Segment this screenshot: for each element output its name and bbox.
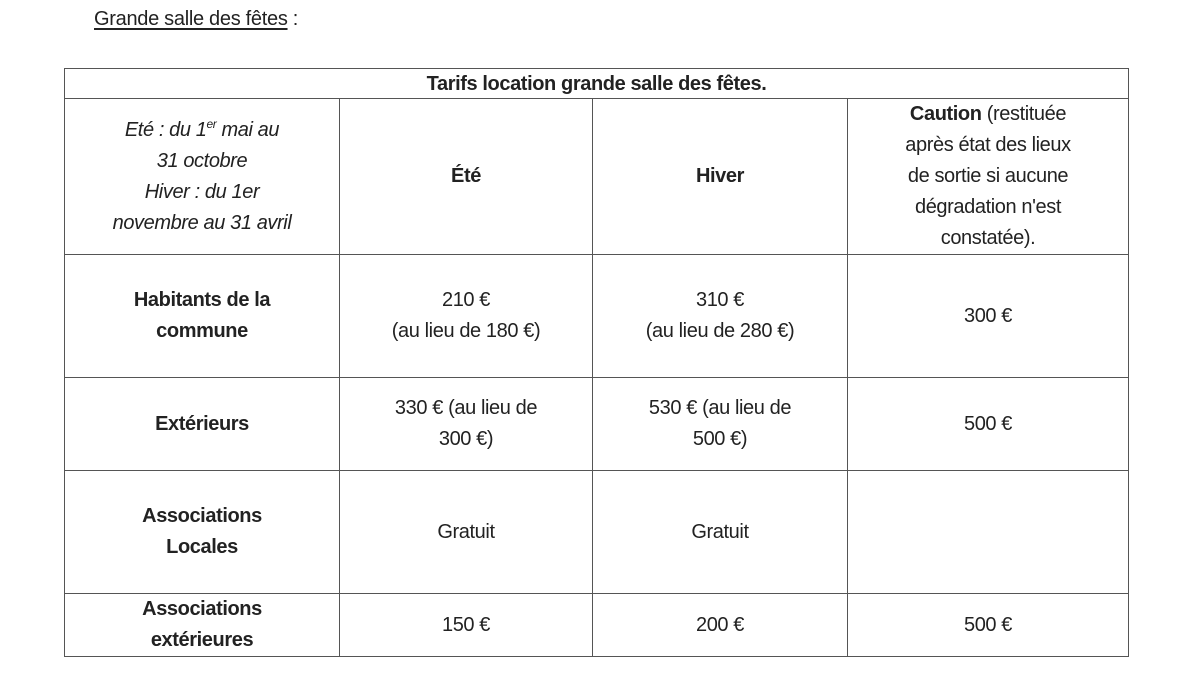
row-label-habitants: Habitants de la commune bbox=[65, 255, 340, 378]
caution-habitants: 300 € bbox=[848, 255, 1129, 378]
season-note-line-1: Eté : du 1er mai au bbox=[124, 116, 280, 141]
table-title-row bbox=[65, 69, 1129, 99]
caution-associations-locales bbox=[848, 471, 1129, 594]
price-hiver-habitants: 310 € (au lieu de 280 €) bbox=[593, 255, 848, 378]
caution-exterieurs: 500 € bbox=[848, 378, 1129, 471]
row-label-associations-exterieures: Associations extérieures bbox=[65, 594, 340, 657]
price-hiver-associations-exterieures: 200 € bbox=[593, 594, 848, 657]
price-hiver-exterieurs: 530 € (au lieu de 500 €) bbox=[593, 378, 848, 471]
price-ete-habitants: 210 € (au lieu de 180 €) bbox=[340, 255, 593, 378]
heading-suffix: : bbox=[287, 8, 299, 30]
price-hiver-associations-locales: Gratuit bbox=[593, 471, 848, 594]
table-row bbox=[65, 255, 1129, 378]
season-note-line-2: 31 octobre bbox=[156, 149, 248, 172]
caution-label: Caution bbox=[909, 103, 982, 125]
price-ete-exterieurs: 330 € (au lieu de 300 €) bbox=[340, 378, 593, 471]
table-row bbox=[65, 471, 1129, 594]
table-title: Tarifs location grande salle des fêtes. bbox=[65, 69, 1129, 99]
pricing-table bbox=[64, 68, 1129, 657]
table-row bbox=[65, 378, 1129, 471]
season-note-line-4: novembre au 31 avril bbox=[112, 211, 292, 234]
season-note bbox=[65, 99, 340, 255]
caution-associations-exterieures: 500 € bbox=[848, 594, 1129, 657]
price-ete-associations-exterieures: 150 € bbox=[340, 594, 593, 657]
season-note-line-3: Hiver : du 1er bbox=[144, 180, 260, 203]
table-row bbox=[65, 594, 1129, 657]
column-header-caution: Caution (restituée après état des lieux de sortie si aucune dégradation n'est constatée). bbox=[848, 99, 1129, 255]
row-label-exterieurs: Extérieurs bbox=[65, 378, 340, 471]
row-label-associations-locales: Associations Locales bbox=[65, 471, 340, 594]
column-header-ete: Été bbox=[340, 99, 593, 255]
header-row bbox=[65, 99, 1129, 255]
heading-title: Grande salle des fêtes bbox=[94, 8, 288, 30]
page-heading bbox=[94, 8, 298, 31]
column-header-hiver: Hiver bbox=[593, 99, 848, 255]
price-ete-associations-locales: Gratuit bbox=[340, 471, 593, 594]
